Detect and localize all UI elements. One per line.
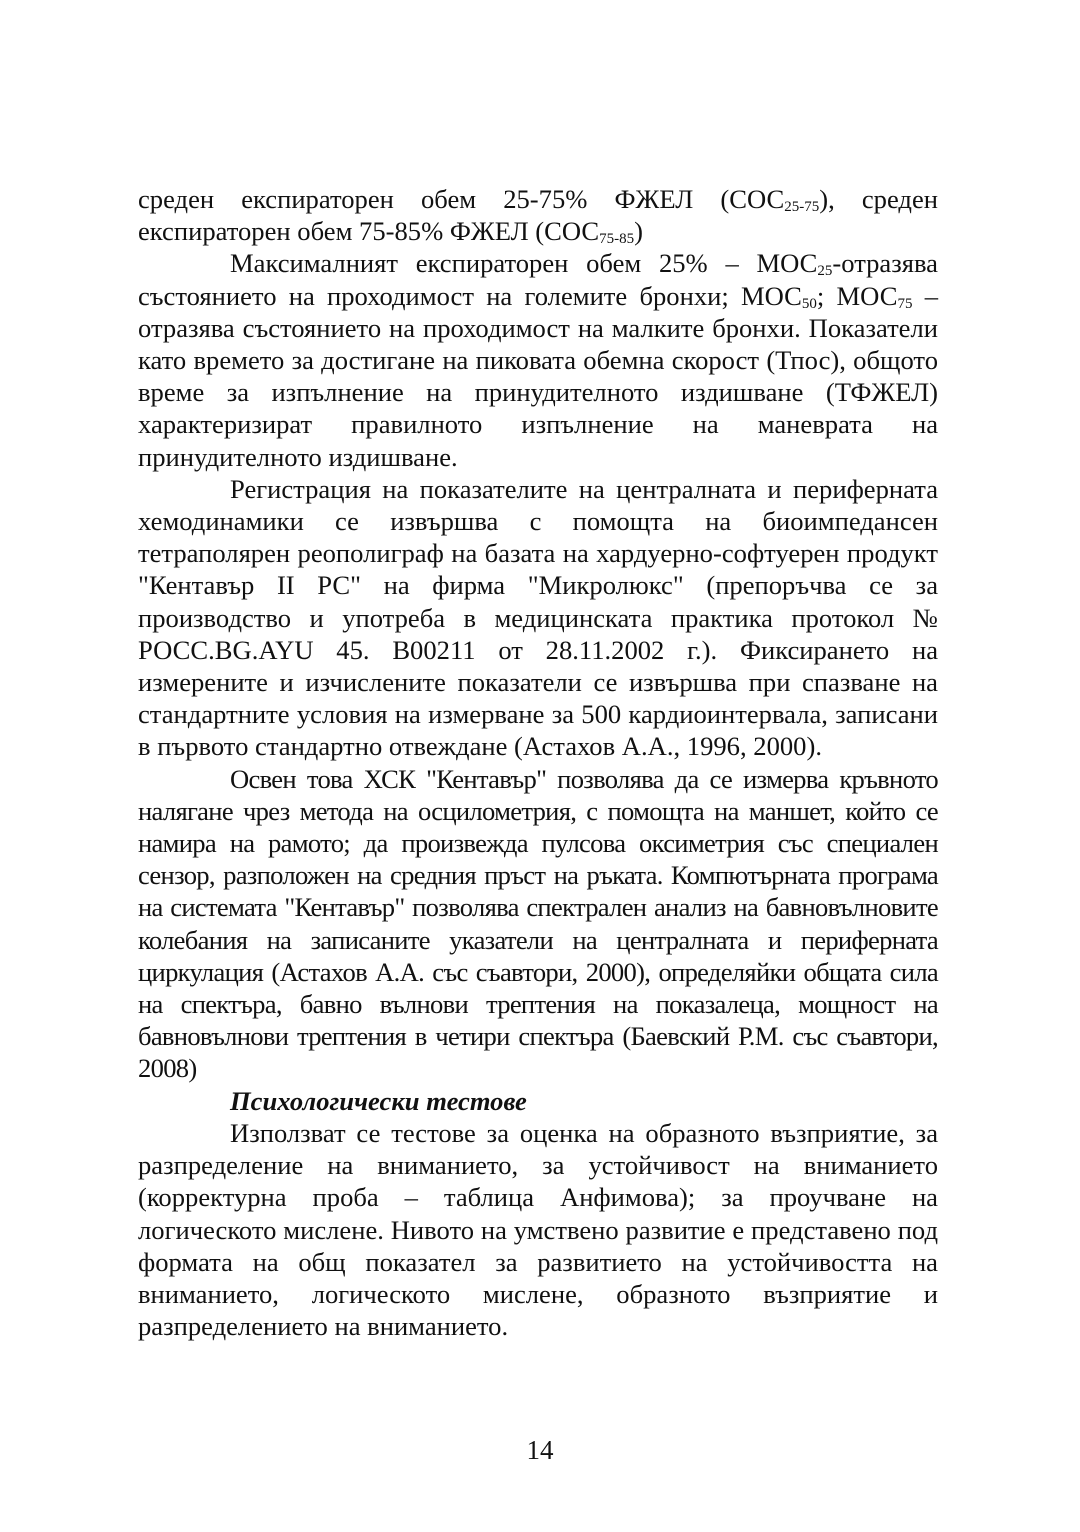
paragraph-psychological-tests: Използват се тестове за оценка на образното възприятие, за разпределение на вниманието, за устойчивост на вниманието (корректурна проба – таблица Анфимова); за проучване на логическото мислене. Нивото на умствено развитие е представено под формата на общ показател за развитието на устойчивостта на вниманието, логическото мислене, образното възприятие и разпределението на вниманието. <box>138 1117 938 1342</box>
page-number: 14 <box>526 1435 554 1465</box>
paragraph-spirometry-intro <box>138 183 938 247</box>
subscript: 75-85 <box>599 231 635 248</box>
section-heading: Психологически тестове <box>230 1085 527 1116</box>
subscript: 25-75 <box>784 199 820 215</box>
text-segment: ), среден експираторен обем 75-85% ФЖЕЛ (СОС <box>138 184 938 247</box>
subscript: 50 <box>801 295 817 312</box>
page-body <box>138 183 938 1342</box>
paragraph-max-expiratory <box>138 247 938 472</box>
text-segment: ; МОС <box>816 280 898 311</box>
paragraph-hemodynamics: Регистрация на показателите на централната и периферната хемодинамики се извършва с помощта на биоимпедансен тетраполярен реополиграф на базата на хардуерно-софтуерен продукт "Кентавър II РС" на фирма "Микролюкс" (препоръчва се за производство и употреба в медицинската практика протокол № РОСС.BG.AYU 45. В00211 от 28.11.2002 г.). Фиксирането на измерените и изчислените показатели се извършва при спазване на стандартните условия на измерване за 500 кардиоинтервала, записани в първото стандартно отвеждане (Астахов А.А., 1996, 2000). <box>138 473 938 762</box>
text-segment: среден експираторен обем 25-75% ФЖЕЛ (СОС <box>138 184 785 214</box>
text-segment: – отразява състоянието на проходимост на малките бронхи. Показатели като времето за достигане на пиковата обемна скорост (Тпос), общото време за изпълнение на принудителното издишване (ТФЖЕЛ) характеризират правилното изпълнение на маневрата на принудителното издишване. <box>138 280 938 472</box>
subscript: 25 <box>817 263 833 280</box>
paragraph-kentavr-system: Освен това ХСК "Кентавър" позволява да се измерва кръвното налягане чрез метода на осцилометрия, с помощта на маншет, който се намира на рамото; да произвежда пулсова оксиметрия със специален сензор, разположен на средния пръст на ръката. Компютърната програма на системата "Кентавър" позволява спектрален анализ на бавновълновите колебания на записаните указатели на централната и периферната циркулация (Астахов А.А. със съавтори, 2000), определяйки общата сила на спектъра, бавно вълнови трептения на показалеца, мощност на бавновълнови трептения в четири спектъра (Баевский Р.М. със съавтори, 2008) <box>138 763 938 1084</box>
text-segment: ) <box>634 216 644 247</box>
text-segment: -отразява състоянието на проходимост на големите бронхи; МОС <box>138 248 938 311</box>
subscript: 75 <box>897 295 913 312</box>
text-segment: Максималният експираторен обем 25% – МОС <box>230 248 818 279</box>
